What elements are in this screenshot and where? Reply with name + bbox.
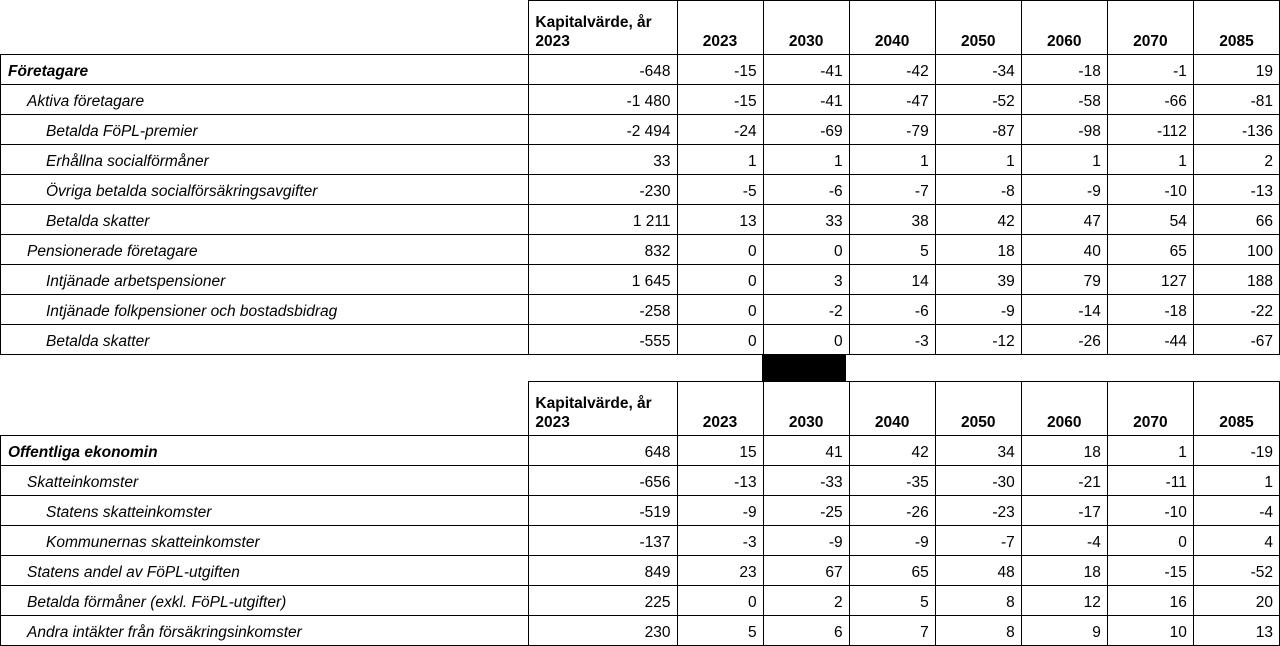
cell-2070: 54 [1107, 205, 1193, 235]
cell-2040: 65 [849, 556, 935, 586]
cell-2040: -79 [849, 115, 935, 145]
cell-2040: -42 [849, 55, 935, 85]
cell-2030: -9 [763, 526, 849, 556]
cell-2060: -4 [1021, 526, 1107, 556]
cell-2070: -10 [1107, 496, 1193, 526]
cell-2023: 5 [677, 616, 763, 646]
cell-2040: -6 [849, 295, 935, 325]
cell-2060: -98 [1021, 115, 1107, 145]
cell-2060: 40 [1021, 235, 1107, 265]
cell-capital-value: -648 [529, 55, 677, 85]
cell-capital-value: -230 [529, 175, 677, 205]
table-row [1, 466, 1280, 496]
cell-2023: -5 [677, 175, 763, 205]
row-label: Betalda skatter [1, 205, 529, 235]
cell-2040: -35 [849, 466, 935, 496]
cell-2070: -10 [1107, 175, 1193, 205]
cell-capital-value: 33 [529, 145, 677, 175]
header-year-2085: 2085 [1193, 382, 1279, 436]
cell-2023: 0 [677, 325, 763, 355]
table-row [1, 115, 1280, 145]
cell-2050: 8 [935, 616, 1021, 646]
cell-2030: 3 [763, 265, 849, 295]
entrepreneurs-table-body [1, 55, 1280, 355]
cell-capital-value: -519 [529, 496, 677, 526]
cell-2023: 23 [677, 556, 763, 586]
cell-2040: 5 [849, 235, 935, 265]
cell-2085: 1 [1193, 466, 1279, 496]
cell-2070: -18 [1107, 295, 1193, 325]
cell-2030: -69 [763, 115, 849, 145]
table-row [1, 556, 1280, 586]
cell-2030: 41 [763, 436, 849, 466]
cell-capital-value: 225 [529, 586, 677, 616]
cell-capital-value: 1 645 [529, 265, 677, 295]
cell-2030: -2 [763, 295, 849, 325]
cell-2085: 13 [1193, 616, 1279, 646]
cell-2060: -26 [1021, 325, 1107, 355]
row-label: Offentliga ekonomin [1, 436, 529, 466]
cell-2085: -4 [1193, 496, 1279, 526]
cell-2050: 8 [935, 586, 1021, 616]
cell-2060: 12 [1021, 586, 1107, 616]
cell-2070: 0 [1107, 526, 1193, 556]
cell-2070: 65 [1107, 235, 1193, 265]
table-row [1, 205, 1280, 235]
public-economy-table-body [1, 436, 1280, 646]
cell-2070: 1 [1107, 145, 1193, 175]
cell-2070: 1 [1107, 436, 1193, 466]
row-label: Andra intäkter från försäkringsinkomster [1, 616, 529, 646]
cell-2050: 34 [935, 436, 1021, 466]
black-filled-cell [762, 355, 846, 381]
row-label: Betalda FöPL-premier [1, 115, 529, 145]
cell-2030: 6 [763, 616, 849, 646]
cell-2085: 4 [1193, 526, 1279, 556]
row-label: Skatteinkomster [1, 466, 529, 496]
cell-2023: -9 [677, 496, 763, 526]
cell-2060: -21 [1021, 466, 1107, 496]
cell-2050: -23 [935, 496, 1021, 526]
cell-2060: -17 [1021, 496, 1107, 526]
cell-2050: -34 [935, 55, 1021, 85]
cell-2060: 9 [1021, 616, 1107, 646]
cell-2030: 2 [763, 586, 849, 616]
cell-2023: -24 [677, 115, 763, 145]
table-row [1, 175, 1280, 205]
cell-2030: 0 [763, 325, 849, 355]
header-year-2070: 2070 [1107, 1, 1193, 55]
table-row [1, 235, 1280, 265]
cell-2030: -25 [763, 496, 849, 526]
header-year-2060: 2060 [1021, 382, 1107, 436]
header-year-2023: 2023 [677, 1, 763, 55]
cell-capital-value: 1 211 [529, 205, 677, 235]
table-row [1, 265, 1280, 295]
cell-2085: -81 [1193, 85, 1279, 115]
header-year-2030: 2030 [763, 1, 849, 55]
table-header-row [1, 1, 1280, 55]
public-economy-table [0, 381, 1280, 646]
cell-capital-value: 648 [529, 436, 677, 466]
cell-2050: -30 [935, 466, 1021, 496]
table-row [1, 55, 1280, 85]
header-year-2070: 2070 [1107, 382, 1193, 436]
cell-2030: -41 [763, 85, 849, 115]
header-year-2050: 2050 [935, 382, 1021, 436]
cell-2060: 47 [1021, 205, 1107, 235]
header-year-2060: 2060 [1021, 1, 1107, 55]
cell-2040: 38 [849, 205, 935, 235]
cell-2050: 18 [935, 235, 1021, 265]
table-row [1, 295, 1280, 325]
row-label: Övriga betalda socialförsäkringsavgifter [1, 175, 529, 205]
table-row [1, 586, 1280, 616]
cell-capital-value: -1 480 [529, 85, 677, 115]
cell-2070: -15 [1107, 556, 1193, 586]
cell-2060: 18 [1021, 556, 1107, 586]
header-capital-value: Kapitalvärde, år 2023 [529, 1, 677, 55]
cell-2050: 48 [935, 556, 1021, 586]
cell-2023: -15 [677, 55, 763, 85]
cell-2040: -3 [849, 325, 935, 355]
header-year-2040: 2040 [849, 382, 935, 436]
cell-capital-value: -555 [529, 325, 677, 355]
row-label: Aktiva företagare [1, 85, 529, 115]
row-label: Intjänade folkpensioner och bostadsbidrag [1, 295, 529, 325]
header-year-2023: 2023 [677, 382, 763, 436]
cell-2030: 67 [763, 556, 849, 586]
cell-capital-value: 230 [529, 616, 677, 646]
cell-capital-value: -258 [529, 295, 677, 325]
cell-2085: -19 [1193, 436, 1279, 466]
cell-2023: -15 [677, 85, 763, 115]
cell-2023: 0 [677, 586, 763, 616]
cell-2060: 18 [1021, 436, 1107, 466]
cell-2050: -7 [935, 526, 1021, 556]
cell-capital-value: -656 [529, 466, 677, 496]
cell-2030: -41 [763, 55, 849, 85]
cell-2040: 42 [849, 436, 935, 466]
cell-2060: -18 [1021, 55, 1107, 85]
header-year-2030: 2030 [763, 382, 849, 436]
cell-2085: 20 [1193, 586, 1279, 616]
cell-capital-value: 832 [529, 235, 677, 265]
cell-capital-value: -137 [529, 526, 677, 556]
row-label: Företagare [1, 55, 529, 85]
cell-2023: 0 [677, 265, 763, 295]
cell-2050: -52 [935, 85, 1021, 115]
table-row [1, 325, 1280, 355]
table-row [1, 85, 1280, 115]
cell-2085: -13 [1193, 175, 1279, 205]
cell-2050: 1 [935, 145, 1021, 175]
cell-2070: -66 [1107, 85, 1193, 115]
cell-2060: -58 [1021, 85, 1107, 115]
cell-2030: -6 [763, 175, 849, 205]
cell-2085: -22 [1193, 295, 1279, 325]
row-label: Statens skatteinkomster [1, 496, 529, 526]
cell-2050: -8 [935, 175, 1021, 205]
cell-2070: 127 [1107, 265, 1193, 295]
cell-capital-value: 849 [529, 556, 677, 586]
cell-2070: -11 [1107, 466, 1193, 496]
table-header-row [1, 382, 1280, 436]
cell-2050: -12 [935, 325, 1021, 355]
cell-2040: -7 [849, 175, 935, 205]
cell-2085: -52 [1193, 556, 1279, 586]
cell-2085: 188 [1193, 265, 1279, 295]
cell-2023: -13 [677, 466, 763, 496]
cell-2030: 1 [763, 145, 849, 175]
cell-2050: -87 [935, 115, 1021, 145]
table-row [1, 496, 1280, 526]
cell-2070: 10 [1107, 616, 1193, 646]
row-label: Kommunernas skatteinkomster [1, 526, 529, 556]
row-label: Pensionerade företagare [1, 235, 529, 265]
cell-2023: 0 [677, 295, 763, 325]
cell-2030: 33 [763, 205, 849, 235]
row-label: Statens andel av FöPL-utgiften [1, 556, 529, 586]
cell-2023: 0 [677, 235, 763, 265]
cell-2040: 14 [849, 265, 935, 295]
cell-2030: -33 [763, 466, 849, 496]
cell-2085: 19 [1193, 55, 1279, 85]
cell-2030: 0 [763, 235, 849, 265]
row-label: Betalda skatter [1, 325, 529, 355]
cell-2050: 42 [935, 205, 1021, 235]
cell-2040: 7 [849, 616, 935, 646]
cell-2070: 16 [1107, 586, 1193, 616]
row-label: Betalda förmåner (exkl. FöPL-utgifter) [1, 586, 529, 616]
header-label-blank [1, 1, 529, 55]
cell-2060: -14 [1021, 295, 1107, 325]
row-label: Intjänade arbetspensioner [1, 265, 529, 295]
cell-2060: 1 [1021, 145, 1107, 175]
header-label-blank [1, 382, 529, 436]
cell-2085: 2 [1193, 145, 1279, 175]
cell-2050: -9 [935, 295, 1021, 325]
row-label: Erhållna socialförmåner [1, 145, 529, 175]
cell-2085: 100 [1193, 235, 1279, 265]
cell-2023: 13 [677, 205, 763, 235]
table-row [1, 526, 1280, 556]
cell-2040: -26 [849, 496, 935, 526]
cell-2040: 1 [849, 145, 935, 175]
table-separator [0, 355, 1280, 381]
table-row [1, 436, 1280, 466]
cell-2085: -67 [1193, 325, 1279, 355]
cell-2050: 39 [935, 265, 1021, 295]
cell-capital-value: -2 494 [529, 115, 677, 145]
cell-2023: 15 [677, 436, 763, 466]
cell-2060: 79 [1021, 265, 1107, 295]
header-year-2040: 2040 [849, 1, 935, 55]
cell-2060: -9 [1021, 175, 1107, 205]
cell-2023: 1 [677, 145, 763, 175]
table-row [1, 145, 1280, 175]
cell-2085: -136 [1193, 115, 1279, 145]
cell-2070: -44 [1107, 325, 1193, 355]
cell-2085: 66 [1193, 205, 1279, 235]
cell-2040: -47 [849, 85, 935, 115]
table-row [1, 616, 1280, 646]
header-year-2085: 2085 [1193, 1, 1279, 55]
cell-2070: -112 [1107, 115, 1193, 145]
header-capital-value: Kapitalvärde, år 2023 [529, 382, 677, 436]
cell-2070: -1 [1107, 55, 1193, 85]
cell-2023: -3 [677, 526, 763, 556]
header-year-2050: 2050 [935, 1, 1021, 55]
cell-2040: 5 [849, 586, 935, 616]
cell-2040: -9 [849, 526, 935, 556]
